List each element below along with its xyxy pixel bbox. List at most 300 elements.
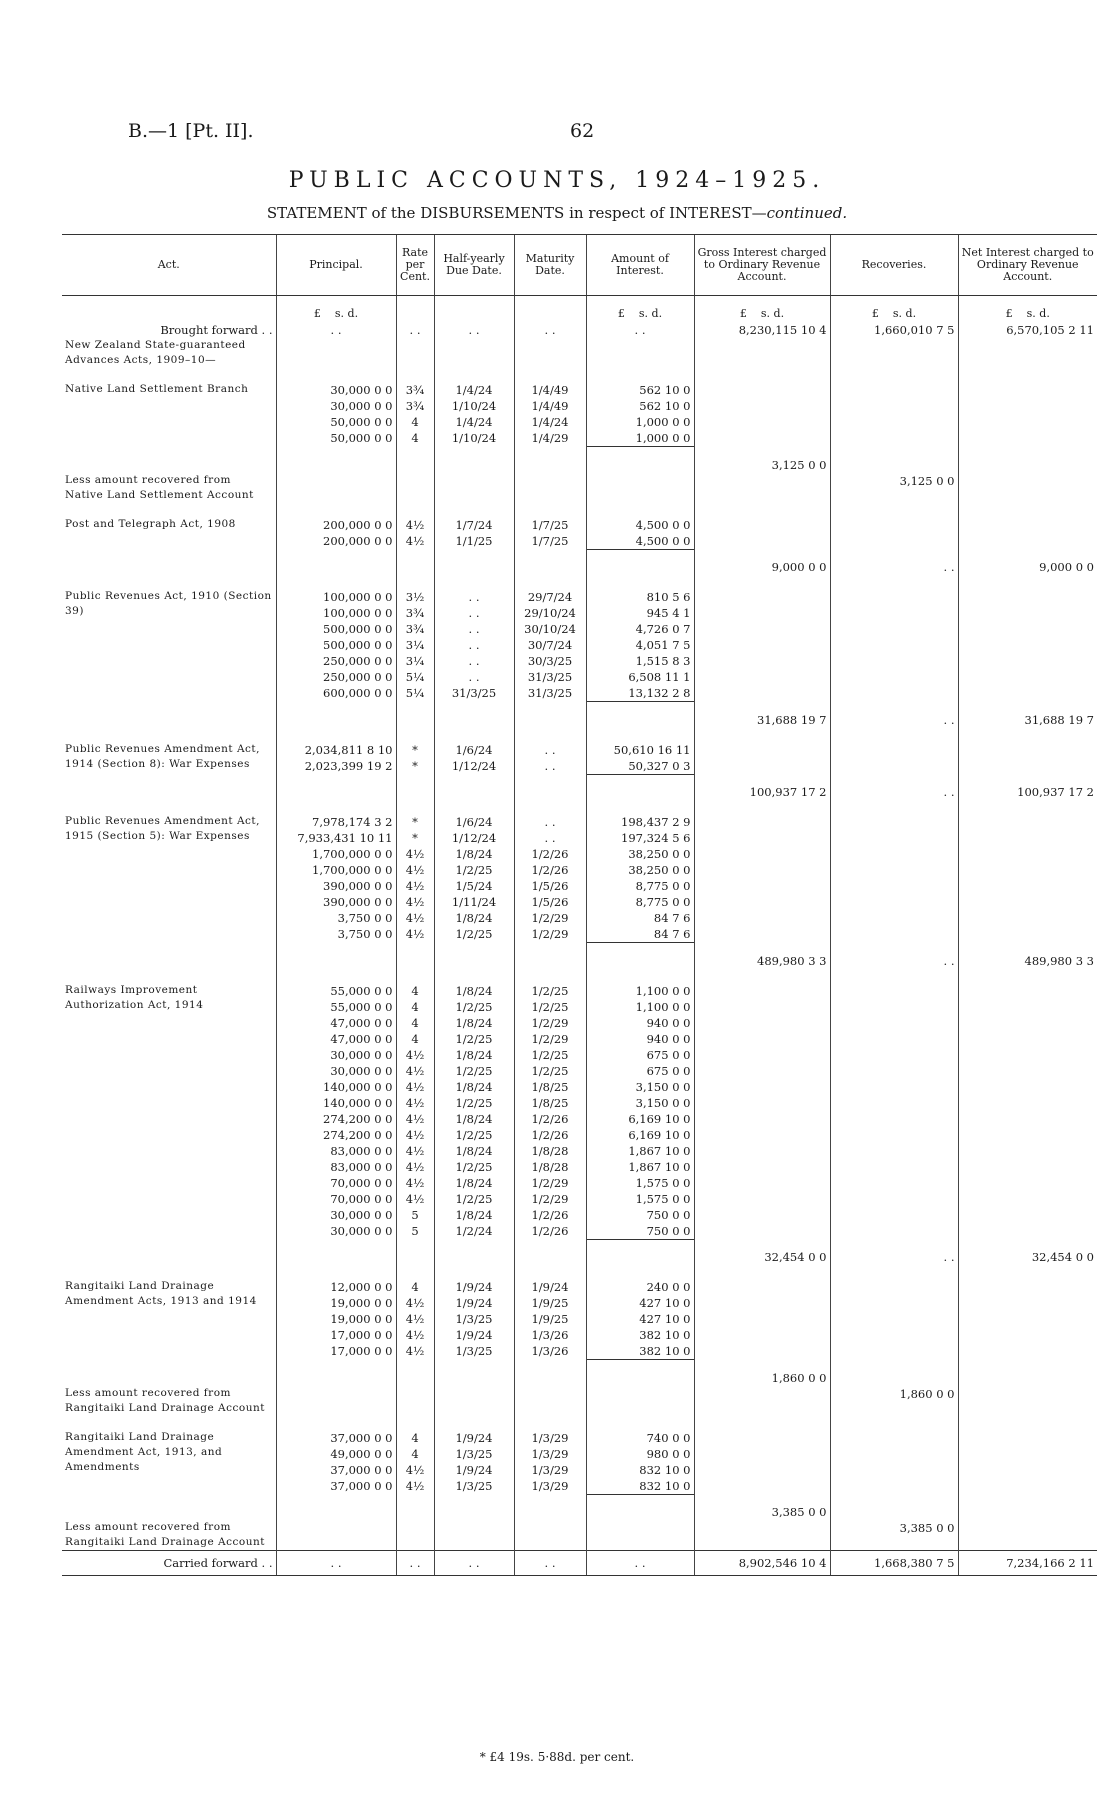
half-yearly-cell: 1/8/24 bbox=[434, 1047, 514, 1063]
gap-cell bbox=[958, 800, 1097, 814]
net-cell bbox=[958, 430, 1097, 447]
gross-cell bbox=[694, 862, 830, 878]
net-cell bbox=[958, 398, 1097, 414]
rate-cell: 4½ bbox=[396, 878, 434, 894]
empty-rate bbox=[396, 447, 434, 473]
net-cell bbox=[958, 621, 1097, 637]
empty-act bbox=[62, 774, 276, 800]
gross-cell bbox=[694, 605, 830, 621]
principal-cell: 55,000 0 0 bbox=[276, 999, 396, 1015]
empty-maturity bbox=[514, 1386, 586, 1416]
gap-cell bbox=[694, 728, 830, 742]
amount-cell: 84 7 6 bbox=[586, 926, 694, 943]
col-header-act: Act. bbox=[62, 235, 276, 296]
maturity-cell: 1/2/26 bbox=[514, 1111, 586, 1127]
col-header-half-yearly: Half-yearly Due Date. bbox=[434, 235, 514, 296]
table-row bbox=[62, 382, 1097, 398]
empty-rate bbox=[396, 473, 434, 503]
gap-cell bbox=[958, 575, 1097, 589]
gross-cell bbox=[694, 878, 830, 894]
amount-cell: 832 10 0 bbox=[586, 1478, 694, 1495]
brought-forward-amount: . . bbox=[586, 322, 694, 338]
act-name: Public Revenues Act, 1910 (Section 39) bbox=[65, 590, 272, 617]
gross-total: 1,860 0 0 bbox=[694, 1360, 830, 1386]
gap-cell bbox=[586, 800, 694, 814]
empty-rate bbox=[396, 1360, 434, 1386]
rate-cell: 5 bbox=[396, 1223, 434, 1240]
brought-forward-recoveries: 1,660,010 7 5 bbox=[830, 322, 958, 338]
col-header-maturity: Maturity Date. bbox=[514, 235, 586, 296]
gross-cell bbox=[694, 1015, 830, 1031]
net-cell bbox=[958, 414, 1097, 430]
empty-principal bbox=[276, 338, 396, 368]
rate-cell: 3¼ bbox=[396, 653, 434, 669]
net-cell bbox=[958, 926, 1097, 943]
unit-gross bbox=[694, 296, 830, 323]
rate-footnote: * £4 19s. 5·88d. per cent. bbox=[479, 1750, 635, 1764]
gap-cell bbox=[514, 1416, 586, 1430]
group-gap bbox=[62, 1265, 1097, 1279]
recoveries-total: . . bbox=[830, 774, 958, 800]
maturity-cell: 30/10/24 bbox=[514, 621, 586, 637]
net-total: 32,454 0 0 bbox=[958, 1239, 1097, 1265]
half-yearly-cell: 1/3/25 bbox=[434, 1311, 514, 1327]
gap-cell bbox=[586, 728, 694, 742]
recoveries-cell bbox=[830, 533, 958, 550]
gap-cell bbox=[958, 368, 1097, 382]
gap-cell bbox=[276, 503, 396, 517]
empty-principal bbox=[276, 774, 396, 800]
brought-forward-rate: . . bbox=[396, 322, 434, 338]
maturity-cell: 1/2/26 bbox=[514, 1223, 586, 1240]
column-header-row bbox=[62, 235, 1097, 296]
carried-forward-row bbox=[62, 1551, 1097, 1576]
gap-cell bbox=[276, 368, 396, 382]
amount-cell: 3,150 0 0 bbox=[586, 1095, 694, 1111]
gross-cell bbox=[694, 653, 830, 669]
col-header-amount: Amount of Interest. bbox=[586, 235, 694, 296]
gross-cell bbox=[694, 589, 830, 605]
amount-cell: 4,500 0 0 bbox=[586, 517, 694, 533]
net-cell bbox=[958, 1223, 1097, 1240]
recoveries-cell bbox=[830, 846, 958, 862]
amount-cell: 562 10 0 bbox=[586, 382, 694, 398]
net-cell bbox=[958, 685, 1097, 702]
maturity-cell: 29/7/24 bbox=[514, 589, 586, 605]
half-yearly-cell: 1/2/25 bbox=[434, 862, 514, 878]
amount-rule bbox=[586, 447, 694, 473]
act-name: Less amount recovered from Rangitaiki Land Drainage Account bbox=[65, 1521, 265, 1548]
net-cell bbox=[958, 1111, 1097, 1127]
amount-rule bbox=[586, 702, 694, 728]
recoveries-cell bbox=[830, 669, 958, 685]
half-yearly-cell: 1/2/25 bbox=[434, 1127, 514, 1143]
brought-forward-net: 6,570,105 2 11 bbox=[958, 322, 1097, 338]
net-cell bbox=[958, 605, 1097, 621]
unit-net bbox=[958, 296, 1097, 323]
empty-act bbox=[62, 549, 276, 575]
amount-rule bbox=[586, 943, 694, 969]
amount-cell: 562 10 0 bbox=[586, 398, 694, 414]
half-yearly-cell: 1/2/25 bbox=[434, 926, 514, 943]
rate-cell: 5 bbox=[396, 1207, 434, 1223]
subtitle-continued: continued. bbox=[766, 204, 848, 222]
half-yearly-cell: 1/2/25 bbox=[434, 1191, 514, 1207]
maturity-cell: 1/3/29 bbox=[514, 1446, 586, 1462]
empty-maturity bbox=[514, 774, 586, 800]
recoveries-total: . . bbox=[830, 702, 958, 728]
empty-maturity bbox=[514, 549, 586, 575]
principal-cell: 2,034,811 8 10 bbox=[276, 742, 396, 758]
group-total-row bbox=[62, 943, 1097, 969]
amount-cell: 6,508 11 1 bbox=[586, 669, 694, 685]
gap-cell bbox=[62, 969, 276, 983]
empty-maturity bbox=[514, 1360, 586, 1386]
net-cell bbox=[958, 1191, 1097, 1207]
principal-cell: 30,000 0 0 bbox=[276, 1207, 396, 1223]
rate-cell: 4½ bbox=[396, 894, 434, 910]
carried-forward-recoveries: 1,668,380 7 5 bbox=[830, 1551, 958, 1576]
amount-cell: 675 0 0 bbox=[586, 1063, 694, 1079]
gap-cell bbox=[586, 575, 694, 589]
principal-cell: 30,000 0 0 bbox=[276, 382, 396, 398]
maturity-cell: 1/8/25 bbox=[514, 1079, 586, 1095]
gap-cell bbox=[694, 368, 830, 382]
principal-cell: 17,000 0 0 bbox=[276, 1327, 396, 1343]
act-name: Railways Improvement Authorization Act, 1914 bbox=[65, 983, 204, 1011]
rate-cell: 4½ bbox=[396, 1295, 434, 1311]
net-total bbox=[958, 1494, 1097, 1520]
half-yearly-cell: . . bbox=[434, 653, 514, 669]
carried-forward-half: . . bbox=[434, 1551, 514, 1576]
gap-cell bbox=[830, 800, 958, 814]
gap-cell bbox=[694, 800, 830, 814]
gap-cell bbox=[514, 728, 586, 742]
principal-cell: 37,000 0 0 bbox=[276, 1462, 396, 1478]
half-yearly-cell: 1/1/25 bbox=[434, 533, 514, 550]
maturity-cell: 1/4/49 bbox=[514, 382, 586, 398]
gross-cell bbox=[694, 1175, 830, 1191]
recoveries-cell bbox=[830, 1063, 958, 1079]
gross-cell bbox=[694, 846, 830, 862]
rate-cell: 4½ bbox=[396, 1127, 434, 1143]
net-cell bbox=[958, 517, 1097, 533]
gap-cell bbox=[958, 503, 1097, 517]
net-cell bbox=[958, 1159, 1097, 1175]
maturity-cell: 1/4/49 bbox=[514, 398, 586, 414]
empty-half bbox=[434, 1494, 514, 1520]
amount-cell: 382 10 0 bbox=[586, 1343, 694, 1360]
half-yearly-cell: . . bbox=[434, 669, 514, 685]
gap-cell bbox=[276, 969, 396, 983]
half-yearly-cell: 1/4/24 bbox=[434, 414, 514, 430]
amount-cell: 1,575 0 0 bbox=[586, 1191, 694, 1207]
recoveries-total bbox=[830, 447, 958, 473]
empty-net bbox=[958, 338, 1097, 368]
gross-cell bbox=[694, 1143, 830, 1159]
maturity-cell: 1/4/24 bbox=[514, 414, 586, 430]
gap-cell bbox=[830, 368, 958, 382]
recoveries-cell bbox=[830, 758, 958, 775]
recoveries-total: . . bbox=[830, 549, 958, 575]
page-reference: B.—1 [Pt. II]. bbox=[128, 120, 254, 142]
empty-principal bbox=[276, 1494, 396, 1520]
rate-cell: * bbox=[396, 814, 434, 830]
gross-cell bbox=[694, 1446, 830, 1462]
gap-cell bbox=[514, 503, 586, 517]
empty-principal bbox=[276, 447, 396, 473]
empty-half bbox=[434, 774, 514, 800]
gross-cell bbox=[694, 1462, 830, 1478]
rate-cell: 5¼ bbox=[396, 669, 434, 685]
rate-cell: 4½ bbox=[396, 862, 434, 878]
net-total: 9,000 0 0 bbox=[958, 549, 1097, 575]
half-yearly-cell: 1/8/24 bbox=[434, 1143, 514, 1159]
gap-cell bbox=[958, 1265, 1097, 1279]
amount-cell: 382 10 0 bbox=[586, 1327, 694, 1343]
principal-cell: 200,000 0 0 bbox=[276, 533, 396, 550]
recoveries-cell bbox=[830, 1047, 958, 1063]
gap-cell bbox=[276, 728, 396, 742]
brought-forward-principal: . . bbox=[276, 322, 396, 338]
maturity-cell: . . bbox=[514, 742, 586, 758]
net-total: 31,688 19 7 bbox=[958, 702, 1097, 728]
gap-cell bbox=[62, 575, 276, 589]
half-yearly-cell: 1/2/25 bbox=[434, 1063, 514, 1079]
principal-cell: 500,000 0 0 bbox=[276, 637, 396, 653]
amount-cell: 4,726 0 7 bbox=[586, 621, 694, 637]
empty-act bbox=[62, 1494, 276, 1520]
amount-cell: 8,775 0 0 bbox=[586, 878, 694, 894]
rate-cell: 3¾ bbox=[396, 605, 434, 621]
maturity-cell: 30/3/25 bbox=[514, 653, 586, 669]
units-row bbox=[62, 296, 1097, 323]
recoveries-cell bbox=[830, 1159, 958, 1175]
half-yearly-cell: 1/8/24 bbox=[434, 910, 514, 926]
maturity-cell: 1/2/25 bbox=[514, 1047, 586, 1063]
principal-cell: 37,000 0 0 bbox=[276, 1430, 396, 1446]
net-cell bbox=[958, 669, 1097, 685]
net-total bbox=[958, 447, 1097, 473]
gap-cell bbox=[62, 728, 276, 742]
brought-forward-half: . . bbox=[434, 322, 514, 338]
maturity-cell: 1/3/29 bbox=[514, 1462, 586, 1478]
brought-forward-gross: 8,230,115 10 4 bbox=[694, 322, 830, 338]
gap-cell bbox=[830, 969, 958, 983]
recoveries-cell bbox=[830, 637, 958, 653]
net-cell bbox=[958, 742, 1097, 758]
rate-cell: 4½ bbox=[396, 910, 434, 926]
unit-sd: s. d. bbox=[1026, 307, 1050, 320]
rate-cell: 4½ bbox=[396, 1191, 434, 1207]
amount-cell: 945 4 1 bbox=[586, 605, 694, 621]
half-yearly-cell: 1/9/24 bbox=[434, 1430, 514, 1446]
table-row bbox=[62, 1279, 1097, 1295]
recoveries-cell bbox=[830, 653, 958, 669]
maturity-cell: 1/2/29 bbox=[514, 1031, 586, 1047]
unit-sd: s. d. bbox=[760, 307, 785, 320]
rate-cell: 4½ bbox=[396, 1462, 434, 1478]
gross-cell bbox=[694, 983, 830, 999]
empty-rate bbox=[396, 1494, 434, 1520]
net-cell bbox=[958, 1079, 1097, 1095]
net-cell bbox=[958, 999, 1097, 1015]
subtitle-main: STATEMENT of the DISBURSEMENTS in respect of INTEREST— bbox=[266, 204, 767, 222]
gross-cell bbox=[694, 398, 830, 414]
act-name: New Zealand State-guaranteed Advances Acts, 1909–10— bbox=[65, 339, 246, 366]
principal-cell: 140,000 0 0 bbox=[276, 1095, 396, 1111]
half-yearly-cell: 1/4/24 bbox=[434, 382, 514, 398]
rate-cell: 4½ bbox=[396, 1143, 434, 1159]
recoveries-cell bbox=[830, 414, 958, 430]
half-yearly-cell: 1/12/24 bbox=[434, 830, 514, 846]
principal-cell: 274,200 0 0 bbox=[276, 1111, 396, 1127]
maturity-cell: 1/4/29 bbox=[514, 430, 586, 447]
half-yearly-cell: 1/6/24 bbox=[434, 742, 514, 758]
gap-cell bbox=[434, 969, 514, 983]
amount-cell: 197,324 5 6 bbox=[586, 830, 694, 846]
rate-cell: 4 bbox=[396, 1279, 434, 1295]
unit-amount bbox=[586, 296, 694, 323]
maturity-cell: 1/9/24 bbox=[514, 1279, 586, 1295]
recoveries-cell bbox=[830, 1311, 958, 1327]
amount-cell: 1,000 0 0 bbox=[586, 430, 694, 447]
maturity-cell: 1/2/29 bbox=[514, 910, 586, 926]
group-total-row bbox=[62, 1360, 1097, 1386]
empty-principal bbox=[276, 1386, 396, 1416]
amount-cell: 38,250 0 0 bbox=[586, 846, 694, 862]
act-heading-row bbox=[62, 338, 1097, 368]
net-cell bbox=[958, 1478, 1097, 1495]
net-cell bbox=[958, 1127, 1097, 1143]
empty-half bbox=[434, 473, 514, 503]
gap-cell bbox=[694, 1265, 830, 1279]
group-gap bbox=[62, 368, 1097, 382]
recoveries-cell bbox=[830, 910, 958, 926]
group-gap bbox=[62, 503, 1097, 517]
principal-cell: 274,200 0 0 bbox=[276, 1127, 396, 1143]
empty-principal bbox=[276, 1360, 396, 1386]
brought-forward-row bbox=[62, 322, 1097, 338]
unit-pound: £ bbox=[313, 307, 321, 320]
empty-principal bbox=[276, 1239, 396, 1265]
amount-cell: 4,051 7 5 bbox=[586, 637, 694, 653]
group-total-row bbox=[62, 447, 1097, 473]
gross-cell bbox=[694, 999, 830, 1015]
rate-cell: 4½ bbox=[396, 846, 434, 862]
principal-cell: 17,000 0 0 bbox=[276, 1343, 396, 1360]
maturity-cell: 1/2/25 bbox=[514, 1063, 586, 1079]
net-cell bbox=[958, 862, 1097, 878]
gross-cell bbox=[694, 926, 830, 943]
brought-forward-label: Brought forward . . bbox=[160, 323, 273, 337]
half-yearly-cell: 1/11/24 bbox=[434, 894, 514, 910]
gap-cell bbox=[434, 368, 514, 382]
maturity-cell: 1/2/26 bbox=[514, 1207, 586, 1223]
amount-cell: 240 0 0 bbox=[586, 1279, 694, 1295]
principal-cell: 1,700,000 0 0 bbox=[276, 846, 396, 862]
gross-cell bbox=[694, 1127, 830, 1143]
rate-cell: 4½ bbox=[396, 1478, 434, 1495]
recoveries-cell bbox=[830, 398, 958, 414]
principal-cell: 50,000 0 0 bbox=[276, 414, 396, 430]
empty-rate bbox=[396, 943, 434, 969]
maturity-cell: 1/5/26 bbox=[514, 894, 586, 910]
rate-cell: 4 bbox=[396, 1031, 434, 1047]
unit-pound: £ bbox=[617, 307, 625, 320]
maturity-cell: 1/2/29 bbox=[514, 1175, 586, 1191]
maturity-cell: 30/7/24 bbox=[514, 637, 586, 653]
empty-amount bbox=[586, 1520, 694, 1551]
gap-cell bbox=[694, 503, 830, 517]
amount-cell: 38,250 0 0 bbox=[586, 862, 694, 878]
gap-cell bbox=[586, 969, 694, 983]
gross-cell bbox=[694, 637, 830, 653]
rate-cell: * bbox=[396, 758, 434, 775]
table-row bbox=[62, 517, 1097, 533]
half-yearly-cell: 1/8/24 bbox=[434, 1015, 514, 1031]
recoveries-cell bbox=[830, 382, 958, 398]
half-yearly-cell: 1/3/25 bbox=[434, 1446, 514, 1462]
gap-cell bbox=[62, 368, 276, 382]
recoveries-cell bbox=[830, 1191, 958, 1207]
principal-cell: 12,000 0 0 bbox=[276, 1279, 396, 1295]
recoveries-cell bbox=[830, 983, 958, 999]
gap-cell bbox=[396, 728, 434, 742]
recoveries-cell bbox=[830, 926, 958, 943]
recoveries-cell bbox=[830, 1223, 958, 1240]
recoveries-cell bbox=[830, 1079, 958, 1095]
recoveries-cell bbox=[830, 878, 958, 894]
brought-forward-maturity: . . bbox=[514, 322, 586, 338]
principal-cell: 2,023,399 19 2 bbox=[276, 758, 396, 775]
gap-cell bbox=[586, 1265, 694, 1279]
principal-cell: 140,000 0 0 bbox=[276, 1079, 396, 1095]
principal-cell: 19,000 0 0 bbox=[276, 1295, 396, 1311]
half-yearly-cell: 1/8/24 bbox=[434, 1111, 514, 1127]
principal-cell: 30,000 0 0 bbox=[276, 1223, 396, 1240]
amount-cell: 427 10 0 bbox=[586, 1295, 694, 1311]
maturity-cell: 1/2/25 bbox=[514, 999, 586, 1015]
rate-cell: 4½ bbox=[396, 1063, 434, 1079]
empty-half bbox=[434, 1520, 514, 1551]
net-cell bbox=[958, 830, 1097, 846]
col-header-rate: Rate per Cent. bbox=[396, 235, 434, 296]
rate-cell: 3¾ bbox=[396, 621, 434, 637]
empty-net bbox=[958, 1386, 1097, 1416]
half-yearly-cell: 1/9/24 bbox=[434, 1462, 514, 1478]
recoveries-cell bbox=[830, 814, 958, 830]
principal-cell: 49,000 0 0 bbox=[276, 1446, 396, 1462]
net-cell bbox=[958, 1015, 1097, 1031]
unit-sd: s. d. bbox=[638, 307, 663, 320]
gap-cell bbox=[62, 503, 276, 517]
half-yearly-cell: 1/8/24 bbox=[434, 1079, 514, 1095]
gross-cell bbox=[694, 1295, 830, 1311]
recoveries-cell bbox=[830, 1207, 958, 1223]
table-row bbox=[62, 742, 1097, 758]
half-yearly-cell: 1/9/24 bbox=[434, 1295, 514, 1311]
group-total-row bbox=[62, 702, 1097, 728]
principal-cell: 390,000 0 0 bbox=[276, 878, 396, 894]
amount-cell: 750 0 0 bbox=[586, 1207, 694, 1223]
rate-cell: 4 bbox=[396, 430, 434, 447]
gap-cell bbox=[958, 969, 1097, 983]
maturity-cell: 1/3/26 bbox=[514, 1327, 586, 1343]
recoveries-cell bbox=[830, 1095, 958, 1111]
maturity-cell: 1/3/26 bbox=[514, 1343, 586, 1360]
net-cell bbox=[958, 910, 1097, 926]
